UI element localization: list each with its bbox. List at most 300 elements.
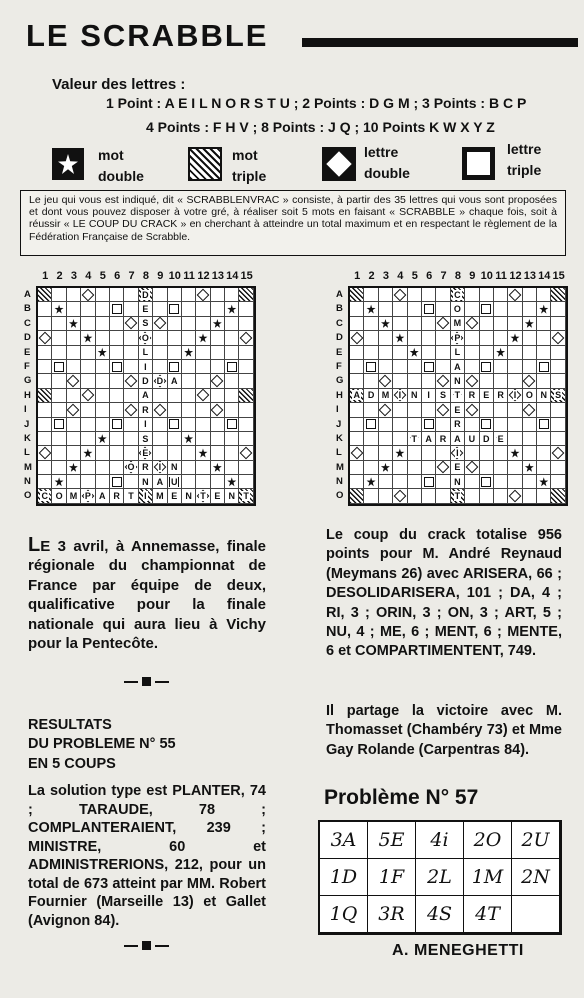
board-cell bbox=[81, 418, 95, 432]
board-cell bbox=[494, 461, 508, 475]
board-cell bbox=[393, 461, 407, 475]
square-icon bbox=[424, 304, 434, 314]
board-cell bbox=[408, 374, 422, 388]
tile-letter: N bbox=[185, 491, 192, 502]
diamond-icon bbox=[437, 461, 450, 474]
board-cell bbox=[408, 446, 422, 460]
board-cell bbox=[408, 403, 422, 417]
column-number: 14 bbox=[538, 270, 551, 282]
board-cell bbox=[393, 418, 407, 432]
star-icon bbox=[367, 305, 376, 314]
board-cell bbox=[379, 317, 393, 331]
tile-letter: E bbox=[214, 491, 221, 502]
board-cell bbox=[451, 475, 465, 489]
star-icon bbox=[510, 448, 519, 457]
board-cell bbox=[153, 374, 167, 388]
board-cell bbox=[196, 374, 210, 388]
board-cell bbox=[551, 288, 565, 302]
board-cell bbox=[225, 346, 239, 360]
tile-letter: S bbox=[142, 433, 149, 444]
board-cell bbox=[451, 346, 465, 360]
coord-cell: 5E bbox=[368, 822, 416, 859]
column-numbers bbox=[38, 270, 254, 282]
coord-cell bbox=[512, 896, 560, 933]
board-cell bbox=[139, 360, 153, 374]
board-cell bbox=[523, 360, 537, 374]
board-cell bbox=[38, 374, 52, 388]
board-cell bbox=[139, 331, 153, 345]
board-cell bbox=[551, 331, 565, 345]
board-cell bbox=[196, 432, 210, 446]
board-cell bbox=[364, 331, 378, 345]
board-cell bbox=[350, 302, 364, 316]
tile-letter: P bbox=[84, 491, 91, 502]
row-letter: G bbox=[336, 375, 344, 387]
board-cell bbox=[350, 288, 364, 302]
square-icon bbox=[462, 147, 495, 180]
square-icon bbox=[366, 419, 376, 429]
board-cell bbox=[110, 288, 124, 302]
board-cell bbox=[508, 389, 522, 403]
board-cell bbox=[436, 317, 450, 331]
board-cell bbox=[196, 302, 210, 316]
tile-letter: E bbox=[142, 447, 149, 458]
board-cell bbox=[551, 432, 565, 446]
row-letter: N bbox=[336, 476, 343, 488]
row-letter: H bbox=[24, 389, 31, 401]
diamond-icon bbox=[437, 317, 450, 330]
coord-cell: 1F bbox=[368, 859, 416, 896]
board-cell bbox=[67, 346, 81, 360]
board-cell bbox=[38, 475, 52, 489]
board-cell bbox=[81, 302, 95, 316]
board-cell bbox=[182, 461, 196, 475]
tile-letter: M bbox=[381, 390, 390, 401]
coord-cell: 4S bbox=[416, 896, 464, 933]
row-letters bbox=[24, 288, 32, 504]
column-number: 6 bbox=[114, 270, 121, 282]
board-cell bbox=[196, 317, 210, 331]
board-cell bbox=[379, 432, 393, 446]
board-cell bbox=[139, 418, 153, 432]
column-number: 12 bbox=[509, 270, 522, 282]
tile-letter: C bbox=[454, 289, 461, 300]
board-cell bbox=[153, 389, 167, 403]
row-letter: M bbox=[336, 461, 344, 473]
board-cell bbox=[422, 302, 436, 316]
legend-label-dl: lettre double bbox=[364, 144, 410, 181]
diamond-icon bbox=[67, 375, 80, 388]
board-cell bbox=[436, 331, 450, 345]
tile-letter: D bbox=[142, 376, 149, 387]
row-letter: G bbox=[24, 375, 32, 387]
board-cell bbox=[537, 346, 551, 360]
board-cell bbox=[508, 374, 522, 388]
board-cell bbox=[110, 432, 124, 446]
board-cell bbox=[393, 374, 407, 388]
board-cell bbox=[508, 302, 522, 316]
board-cell bbox=[537, 317, 551, 331]
star-icon bbox=[227, 305, 236, 314]
board-cell bbox=[38, 461, 52, 475]
board-cell bbox=[67, 302, 81, 316]
board-cell bbox=[38, 403, 52, 417]
board-cell bbox=[436, 418, 450, 432]
board-cell bbox=[551, 403, 565, 417]
column-number: 4 bbox=[85, 270, 92, 282]
board-cell bbox=[465, 418, 479, 432]
board-cell bbox=[182, 418, 196, 432]
board-cell bbox=[124, 403, 138, 417]
board-cell bbox=[225, 389, 239, 403]
row-letters bbox=[336, 288, 344, 504]
column-number: 7 bbox=[440, 270, 447, 282]
board-cell bbox=[81, 446, 95, 460]
board-cell bbox=[38, 346, 52, 360]
board-cell bbox=[239, 331, 253, 345]
board-cell bbox=[124, 432, 138, 446]
row-letter: N bbox=[24, 476, 31, 488]
board-cell bbox=[153, 475, 167, 489]
board-cell bbox=[124, 446, 138, 460]
board-cell bbox=[81, 475, 95, 489]
board-cell bbox=[67, 331, 81, 345]
board-cell bbox=[494, 446, 508, 460]
board-cell bbox=[239, 302, 253, 316]
tile-letter: S bbox=[555, 390, 562, 401]
board-cell bbox=[196, 475, 210, 489]
board-cell bbox=[508, 288, 522, 302]
board-cell bbox=[494, 317, 508, 331]
board-cell bbox=[96, 331, 110, 345]
board-cell bbox=[52, 389, 66, 403]
article-left: LE 3 avril, à Annemasse, finale régionale du championnat de France par équipe de deux, qualificative pour la finale nationale qui aura lieu à Vichy pour la Pentecôte. bbox=[28, 534, 266, 653]
board-cell bbox=[67, 389, 81, 403]
tile-letter: N bbox=[540, 390, 548, 401]
row-letter: A bbox=[24, 289, 31, 300]
board-cell bbox=[523, 302, 537, 316]
star-icon bbox=[395, 448, 404, 457]
star-icon bbox=[198, 333, 207, 342]
tile-letter: D bbox=[482, 433, 490, 444]
board-cell bbox=[480, 475, 494, 489]
tile-letter: A bbox=[170, 376, 178, 387]
board-cell bbox=[153, 432, 167, 446]
board-cell bbox=[139, 389, 153, 403]
tile-letter: E bbox=[171, 491, 178, 502]
row-letter: I bbox=[336, 404, 339, 416]
board-cell bbox=[96, 418, 110, 432]
board-cell bbox=[480, 403, 494, 417]
diamond-icon bbox=[509, 490, 522, 503]
board-cell bbox=[196, 446, 210, 460]
board-cell bbox=[436, 360, 450, 374]
coord-cell: 2U bbox=[512, 822, 560, 859]
board-cell bbox=[494, 489, 508, 503]
board-cell bbox=[96, 346, 110, 360]
board-cell bbox=[52, 346, 66, 360]
board-cell bbox=[110, 317, 124, 331]
board-cell bbox=[38, 288, 52, 302]
board-cell bbox=[480, 331, 494, 345]
board-cell bbox=[422, 461, 436, 475]
board-cell bbox=[139, 489, 153, 503]
board-cell bbox=[551, 418, 565, 432]
board-cell bbox=[379, 374, 393, 388]
tile-letter: T bbox=[200, 491, 206, 502]
board-cell bbox=[239, 418, 253, 432]
diamond-icon bbox=[38, 447, 51, 460]
board-cell bbox=[225, 403, 239, 417]
legend-label-tw: mot triple bbox=[232, 147, 267, 184]
tile-letter: D bbox=[367, 390, 375, 401]
board-cell bbox=[52, 331, 66, 345]
board-cell bbox=[494, 346, 508, 360]
board-cell bbox=[393, 389, 407, 403]
board-cell bbox=[168, 302, 182, 316]
star-icon bbox=[83, 448, 92, 457]
board-cell bbox=[465, 331, 479, 345]
column-number: 12 bbox=[197, 270, 210, 282]
board-cell bbox=[124, 331, 138, 345]
diamond-icon bbox=[465, 317, 478, 330]
board-cell bbox=[67, 461, 81, 475]
tile-letter: A bbox=[156, 476, 164, 487]
board-cell bbox=[465, 475, 479, 489]
board-cell bbox=[124, 317, 138, 331]
board-cell bbox=[451, 389, 465, 403]
board-cell bbox=[364, 302, 378, 316]
board-cell bbox=[408, 346, 422, 360]
board-cell bbox=[508, 418, 522, 432]
board-cell bbox=[480, 374, 494, 388]
board-cell bbox=[480, 432, 494, 446]
board-cell bbox=[436, 389, 450, 403]
board-cell bbox=[110, 346, 124, 360]
coord-cell: 1D bbox=[320, 859, 368, 896]
board-cell bbox=[422, 389, 436, 403]
board-cell bbox=[168, 418, 182, 432]
board-cell bbox=[38, 331, 52, 345]
row-letter: D bbox=[24, 332, 31, 344]
star-icon bbox=[69, 463, 78, 472]
column-number: 4 bbox=[397, 270, 404, 282]
diamond-icon bbox=[322, 147, 356, 181]
board-cell bbox=[139, 346, 153, 360]
star-icon bbox=[525, 463, 534, 472]
column-number: 13 bbox=[211, 270, 224, 282]
row-letter: A bbox=[336, 289, 343, 300]
column-number: 2 bbox=[368, 270, 375, 282]
board-cell bbox=[436, 475, 450, 489]
board-cell bbox=[225, 446, 239, 460]
board-cell bbox=[494, 475, 508, 489]
board-cell bbox=[350, 489, 364, 503]
tile-letter: A bbox=[454, 361, 461, 372]
board-cell bbox=[52, 374, 66, 388]
column-number: 1 bbox=[354, 270, 361, 282]
board-cell bbox=[52, 432, 66, 446]
board-cell bbox=[38, 432, 52, 446]
board-cell bbox=[465, 403, 479, 417]
board-cell bbox=[408, 302, 422, 316]
board-cell bbox=[379, 446, 393, 460]
board-cell bbox=[225, 475, 239, 489]
tile-letter: M bbox=[453, 318, 462, 329]
board-cell bbox=[451, 489, 465, 503]
board-cell bbox=[182, 346, 196, 360]
board-cell bbox=[422, 288, 436, 302]
board-cell bbox=[551, 360, 565, 374]
tile-letter: I bbox=[158, 462, 162, 473]
board-cell bbox=[451, 288, 465, 302]
diamond-icon bbox=[465, 461, 478, 474]
board-cell bbox=[436, 489, 450, 503]
board-cell bbox=[350, 403, 364, 417]
diamond-icon bbox=[393, 490, 406, 503]
row-letter: L bbox=[24, 447, 30, 459]
square-icon bbox=[169, 419, 179, 429]
star-icon bbox=[198, 448, 207, 457]
board-cell bbox=[182, 475, 196, 489]
board-cell bbox=[168, 331, 182, 345]
board-cell bbox=[168, 317, 182, 331]
tile-letter: U bbox=[170, 476, 178, 487]
board-cell bbox=[408, 432, 422, 446]
board-cell bbox=[480, 288, 494, 302]
board-cell bbox=[110, 446, 124, 460]
board-cell bbox=[182, 432, 196, 446]
board-cell bbox=[480, 489, 494, 503]
board-cell bbox=[436, 446, 450, 460]
board-cell bbox=[408, 331, 422, 345]
board-cell bbox=[523, 374, 537, 388]
diamond-icon bbox=[197, 288, 210, 301]
column-number: 15 bbox=[240, 270, 253, 282]
board-cell bbox=[81, 461, 95, 475]
board-cell bbox=[52, 418, 66, 432]
diamond-icon bbox=[552, 331, 565, 344]
board-cell bbox=[350, 446, 364, 460]
board-cell bbox=[52, 475, 66, 489]
row-letter: O bbox=[336, 490, 344, 502]
board-cell bbox=[379, 389, 393, 403]
tile-letter: N bbox=[228, 491, 236, 502]
board-cell bbox=[81, 346, 95, 360]
board-cell bbox=[81, 403, 95, 417]
board-cell bbox=[110, 489, 124, 503]
row-letter: H bbox=[336, 389, 343, 401]
board-cell bbox=[96, 432, 110, 446]
board-cell bbox=[67, 489, 81, 503]
board-cell bbox=[211, 432, 225, 446]
square-icon bbox=[112, 419, 122, 429]
tile-letter: A bbox=[454, 433, 461, 444]
board-cell bbox=[110, 403, 124, 417]
tile-letter: O bbox=[453, 304, 461, 315]
board-cell bbox=[110, 461, 124, 475]
board-cell bbox=[139, 374, 153, 388]
tile-letter: I bbox=[144, 361, 147, 372]
board-cell bbox=[523, 418, 537, 432]
coord-cell: 2O bbox=[464, 822, 512, 859]
board-left bbox=[20, 270, 260, 515]
diamond-icon bbox=[125, 317, 138, 330]
board-cell bbox=[451, 461, 465, 475]
square-icon bbox=[54, 419, 64, 429]
board-cell bbox=[393, 360, 407, 374]
board-cell bbox=[52, 317, 66, 331]
board-cell bbox=[523, 317, 537, 331]
star-icon bbox=[227, 477, 236, 486]
star-icon bbox=[213, 463, 222, 472]
board-cell bbox=[523, 331, 537, 345]
board-cell bbox=[379, 331, 393, 345]
diamond-icon bbox=[465, 375, 478, 388]
square-icon bbox=[366, 362, 376, 372]
board-cell bbox=[364, 489, 378, 503]
board-cell bbox=[465, 288, 479, 302]
board-cell bbox=[537, 389, 551, 403]
tile-letter: O bbox=[127, 462, 135, 473]
board-cell bbox=[168, 360, 182, 374]
board-cell bbox=[393, 403, 407, 417]
diamond-icon bbox=[81, 389, 94, 402]
board-cell bbox=[168, 374, 182, 388]
board-cell bbox=[379, 403, 393, 417]
diamond-icon bbox=[81, 288, 94, 301]
board-cell bbox=[364, 475, 378, 489]
star-icon bbox=[496, 348, 505, 357]
board-cell bbox=[523, 446, 537, 460]
column-number: 15 bbox=[552, 270, 565, 282]
board-cell bbox=[523, 461, 537, 475]
board-cell bbox=[168, 446, 182, 460]
board-cell bbox=[211, 317, 225, 331]
square-icon bbox=[112, 304, 122, 314]
star-icon bbox=[539, 477, 548, 486]
diamond-icon bbox=[240, 447, 253, 460]
board-right bbox=[332, 270, 572, 515]
article-right-2: Il partage la victoire avec M. Thomasset (Chambéry 73) et Mme Gay Rolande (Carpentras 84). bbox=[326, 703, 562, 758]
board-cell bbox=[364, 446, 378, 460]
board-cell bbox=[436, 374, 450, 388]
board-cell bbox=[408, 418, 422, 432]
tile-letter: I bbox=[144, 419, 147, 430]
column-number: 3 bbox=[382, 270, 390, 282]
board-cell bbox=[81, 317, 95, 331]
board-cell bbox=[67, 446, 81, 460]
board-cell bbox=[124, 374, 138, 388]
board-cell bbox=[139, 317, 153, 331]
row-letter: J bbox=[336, 418, 342, 430]
square-icon bbox=[424, 419, 434, 429]
tile-letter: S bbox=[440, 390, 447, 401]
tile-letter: R bbox=[439, 433, 447, 444]
coord-cell: 2N bbox=[512, 859, 560, 896]
column-number: 10 bbox=[168, 270, 181, 282]
tile-letter: I bbox=[513, 390, 517, 401]
board-cell bbox=[124, 461, 138, 475]
tile-letter: A bbox=[353, 390, 360, 401]
board-cell bbox=[393, 432, 407, 446]
row-letter: F bbox=[24, 360, 30, 372]
board-cell bbox=[465, 432, 479, 446]
board-cell bbox=[153, 346, 167, 360]
board-cell bbox=[379, 360, 393, 374]
board-cell bbox=[451, 374, 465, 388]
board-cell bbox=[52, 489, 66, 503]
